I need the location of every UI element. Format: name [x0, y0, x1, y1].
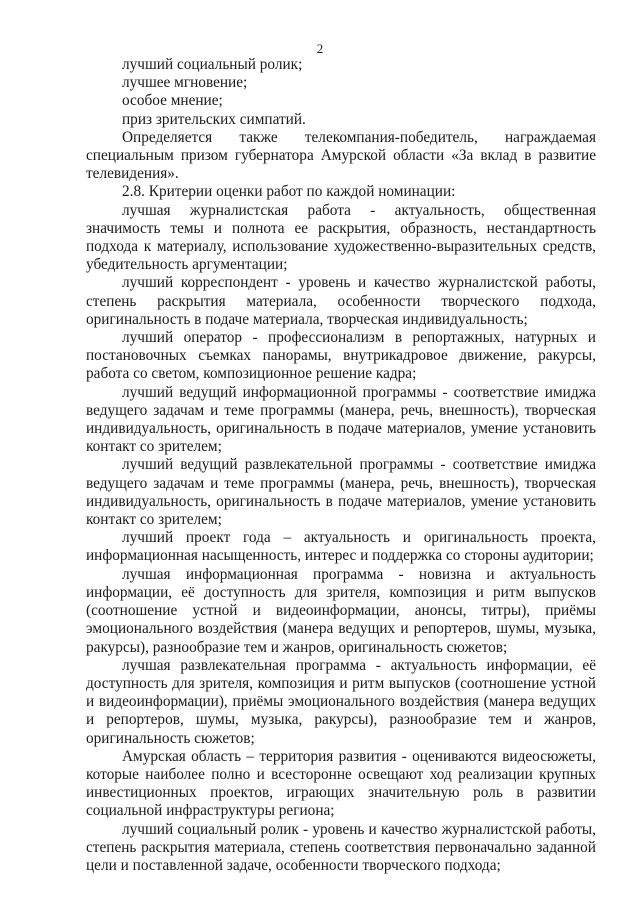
paragraph-criteria-entertainment-host: лучший ведущий развлекательной программы - соответствие имиджа ведущего задачам и теме программы (манера, речь, внешность), творческая индивидуальность, оригинальность в подаче материалов, умение установить контакт со зрителем; [86, 456, 596, 529]
paragraph-criteria-journalist-work: лучшая журналистская работа - актуальность, общественная значимость темы и полнота ее раскрытия, образность, нестандартность подхода к материалу, использование художественно-выразительных средств, убедительность аргументации; [86, 201, 596, 274]
paragraph-section-2-8: 2.8. Критерии оценки работ по каждой номинации: [122, 183, 456, 201]
paragraph-nomination-audience-prize: приз зрительских симпатий. [122, 110, 306, 128]
paragraph-criteria-news-host: лучший ведущий информационной программы - соответствие имиджа ведущего задачам и теме программы (манера, речь, внешность), творческая индивидуальность, оригинальность в подаче материалов, умение установить контакт со зрителем; [86, 383, 596, 456]
document-body [86, 56, 596, 875]
paragraph-nomination-social-clip: лучший социальный ролик; [122, 56, 303, 73]
page-number: 2 [316, 41, 324, 56]
paragraph-criteria-correspondent: лучший корреспондент - уровень и качество журналистской работы, степень раскрытия материала, особенности творческого подхода, оригинальность в подаче материала, творческая индивидуальность; [86, 274, 596, 328]
paragraph-criteria-operator: лучший оператор - профессионализм в репортажных, натурных и постановочных съемках панорамы, внутрикадровое движение, ракурсы, работа со светом, композиционное решение кадра; [86, 329, 596, 383]
paragraph-criteria-entertainment-program: лучшая развлекательная программа - актуальность информации, её доступность для зрителя, композиция и ритм выпусков (соотношение устной и видеоинформации), приёмы эмоционального воздействия (манера ведущих и репортеров, шумы, музыка, ракурсы), разнообразие тем и жанров, оригинальность сюжетов; [86, 656, 596, 747]
paragraph-criteria-news-program: лучшая информационная программа - новизна и актуальность информации, её доступность для зрителя, композиция и ритм выпусков (соотношение устной и видеоинформации, анонсы, титры), приёмы эмоционального воздействия (манера ведущих и репортеров, шумы, музыка, ракурсы), разнообразие тем и жанров, оригинальность сюжетов; [86, 565, 596, 656]
paragraph-criteria-social-clip: лучший социальный ролик - уровень и качество журналистской работы, степень раскрытия материала, степень соответствия первоначально заданной цели и поставленной задаче, особенности творческого подхода; [86, 820, 596, 874]
paragraph-nomination-special-opinion: особое мнение; [122, 92, 223, 110]
paragraph-winner-company: Определяется также телекомпания-победитель, награждаемая специальным призом губернатора Амурской области «За вклад в развитие телевидения». [86, 128, 596, 183]
paragraph-nomination-best-moment: лучшее мгновение; [122, 74, 248, 92]
paragraph-criteria-project-of-year: лучший проект года – актуальность и оригинальность проекта, информационная насыщенность, интерес и поддержка со стороны аудитории; [86, 529, 596, 565]
paragraph-criteria-amur-region: Амурская область – территория развития - оцениваются видеосюжеты, которые наиболее полно и всесторонне освещают ход реализации крупных инвестиционных проектов, играющих значительную роль в развитии социальной инфраструктуры региона; [86, 747, 596, 820]
